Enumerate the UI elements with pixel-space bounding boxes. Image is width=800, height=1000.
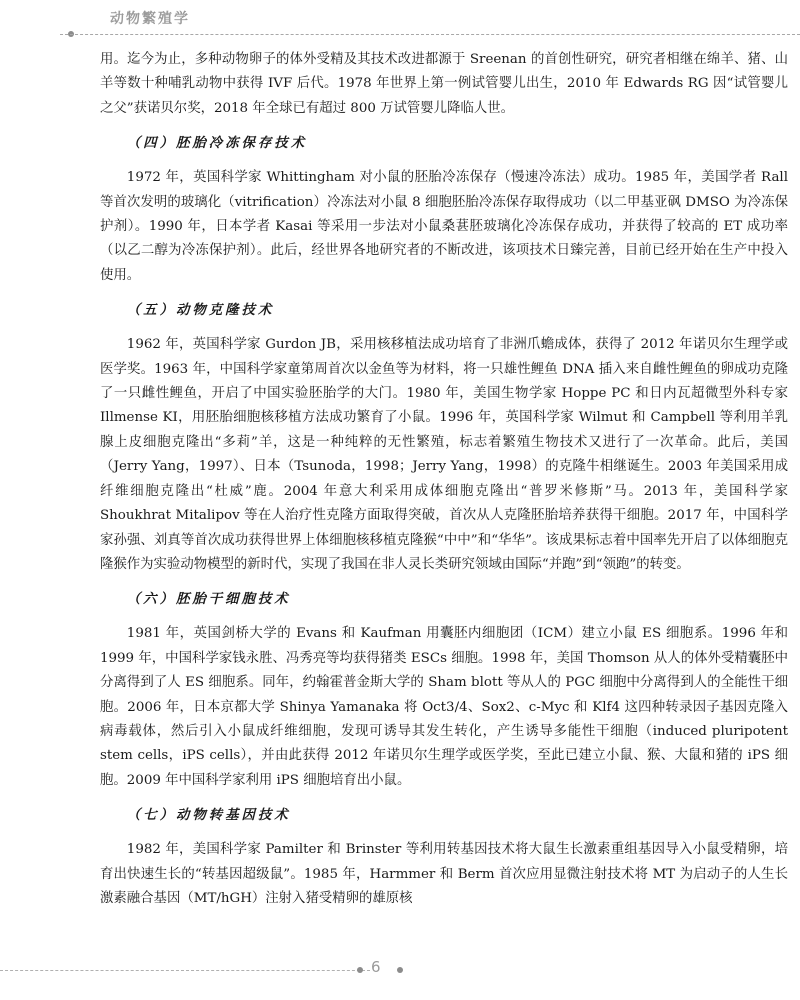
header-rule [60,34,800,35]
footer-dot-left [357,967,363,973]
running-header-title: 动物繁殖学 [110,11,190,27]
body-text [100,48,788,911]
paragraph-animal-cloning: 1962 年，英国科学家 Gurdon JB，采用核移植法成功培育了非洲爪蟾成体，获得了 2012 年诺贝尔生理学或医学奖。1963 年，中国科学家童第周首次以金鱼等为材料，将一只雄性鲤鱼 DNA 插入来自雌性鲤鱼的卵成功克隆了一只雌性鲤鱼，开启了中国实验胚胎学的大门。1980 年，美国生物学家 Hoppe PC 和日内瓦超微型外科专家 Illmense KI，用胚胎细胞核移植方法成功繁育了小鼠。1996 年，英国科学家 Wilmut 和 Campbell 等利用羊乳腺上皮细胞克隆出“多莉”羊，这是一种纯粹的无性繁殖，标志着繁殖生物技术又进行了一次革命。此后，美国（Jerry Yang，1997）、日本（Tsunoda，1998；Jerry Yang，1998）的克隆牛相继诞生。2003 年美国采用成纤维细胞克隆出“杜威”鹿。2004 年意大利采用成体细胞克隆出“普罗米修斯”马。2013 年，美国科学家 Shoukhrat Mitalipov 等在人治疗性克隆方面取得突破，首次从人克隆胚胎培养获得干细胞。2017 年，中国科学家孙强、刘真等首次成功获得世界上体细胞核移植克隆猴“中中”和“华华”。该成果标志着中国率先开启了以体细胞克隆猴作为实验动物模型的新时代，实现了我国在非人灵长类研究领域由国际“并跑”到“领跑”的转变。 [100,337,788,572]
paragraph-embryo-cryopreservation: 1972 年，英国科学家 Whittingham 对小鼠的胚胎冷冻保存（慢速冷冻法）成功。1985 年，美国学者 Rall 等首次发明的玻璃化（vitrification）冷冻法对小鼠 8 细胞胚胎冷冻保存取得成功（以二甲基亚砜 DMSO 为冷冻保护剂）。1990 年，日本学者 Kasai 等采用一步法对小鼠桑葚胚玻璃化冷冻保存成功，并获得了较高的 ET 成功率（以乙二醇为冷冻保护剂）。此后，经世界各地研究者的不断改进，该项技术日臻完善，目前已经开始在生产中投入使用。 [100,170,788,283]
footer-rule [0,970,370,971]
section-heading-embryonic-stem-cells: （六）胚胎干细胞技术 [126,592,291,608]
section-heading-animal-cloning: （五）动物克隆技术 [126,303,275,319]
page-number: 6 [371,958,381,976]
footer-dot-right [397,967,403,973]
paragraph-transgenic-technology: 1982 年，美国科学家 Pamilter 和 Brinster 等利用转基因技术将大鼠生长激素重组基因导入小鼠受精卵，培育出快速生长的“转基因超级鼠”。1985 年，Harmmer 和 Berm 首次应用显微注射技术将 MT 为启动子的人生长激素融合基因（MT/hGH）注射入猪受精卵的雄原核 [100,842,788,906]
paragraph-embryonic-stem-cells: 1981 年，英国剑桥大学的 Evans 和 Kaufman 用囊胚内细胞团（ICM）建立小鼠 ES 细胞系。1996 年和 1999 年，中国科学家钱永胜、冯秀亮等均获得猪类 ESCs 细胞。1998 年，美国 Thomson 从人的体外受精囊胚中分离得到了人 ES 细胞系。同年，约翰霍普金斯大学的 Sham blott 等从人的 PGC 细胞中分离得到人的全能性干细胞。2006 年，日本京都大学 Shinya Yamanaka 将 Oct3/4、Sox2、c-Myc 和 Klf4 这四种转录因子基因克隆入病毒载体，然后引入小鼠成纤维细胞，发现可诱导其发生转化，产生诱导多能性干细胞（induced pluripotent stem cells，iPS cells），并由此获得 2012 年诺贝尔生理学或医学奖，至此已建立小鼠、猴、大鼠和猪的 iPS 细胞。2009 年中国科学家利用 iPS 细胞培育出小鼠。 [100,626,788,788]
section-heading-embryo-cryopreservation: （四）胚胎冷冻保存技术 [126,136,308,152]
paragraph-ivf-continued: 用。迄今为止，多种动物卵子的体外受精及其技术改进都源于 Sreenan 的首创性研究，研究者相继在绵羊、猪、山羊等数十种哺乳动物中获得 IVF 后代。1978 年世界上第一例试管婴儿出生，2010 年 Edwards RG 因“试管婴儿之父”获诺贝尔奖，2018 年全球已有超过 800 万试管婴儿降临人世。 [100,52,788,116]
section-heading-transgenic-technology: （七）动物转基因技术 [126,808,291,824]
